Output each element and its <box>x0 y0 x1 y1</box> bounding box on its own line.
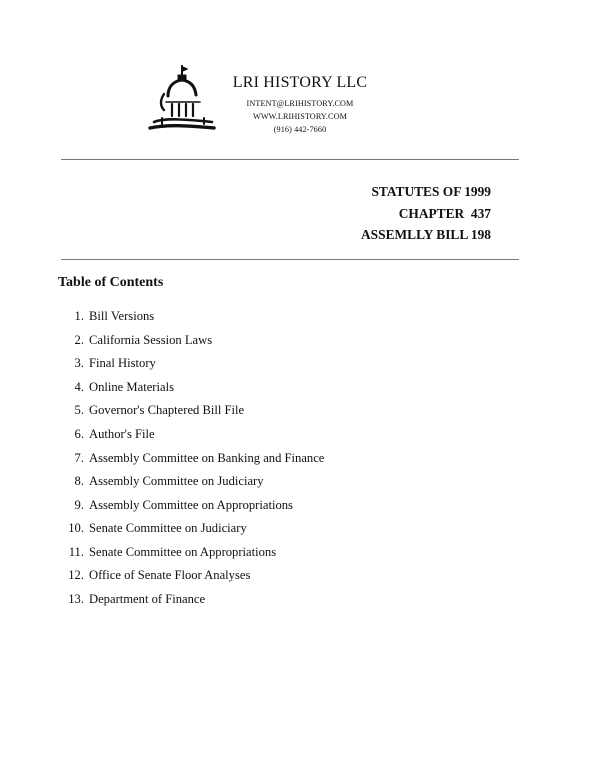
toc-list <box>58 305 324 611</box>
toc-item-number: 10. <box>68 521 84 536</box>
toc-item-label: California Session Laws <box>89 332 213 347</box>
toc-item-label: Final History <box>89 356 156 371</box>
toc-item <box>58 399 324 423</box>
toc-item <box>58 352 324 376</box>
capitol-dome-icon <box>144 62 216 140</box>
company-website: WWW.LRIHISTORY.COM <box>253 111 347 121</box>
toc-item <box>58 423 324 447</box>
toc-item <box>58 446 324 470</box>
toc-item-number: 7. <box>74 450 84 465</box>
company-email: INTENT@LRIHISTORY.COM <box>246 99 354 108</box>
toc-item-number: 11. <box>68 544 84 559</box>
statute-year: STATUTES OF 1999 <box>371 184 491 199</box>
toc-item-number: 1. <box>74 309 84 324</box>
toc-item-number: 13. <box>68 591 84 606</box>
toc-title: Table of Contents <box>58 275 164 290</box>
statute-block <box>361 181 491 246</box>
toc-item-number: 9. <box>74 497 84 512</box>
toc-item <box>58 564 324 588</box>
toc-item-label: Assembly Committee on Banking and Finance <box>89 450 325 465</box>
divider-top <box>61 159 519 160</box>
company-block <box>220 74 380 136</box>
toc-item <box>58 517 324 541</box>
toc-item-label: Assembly Committee on Appropriations <box>89 497 293 512</box>
toc-item <box>58 493 324 517</box>
toc-item <box>58 470 324 494</box>
toc-item-number: 3. <box>74 356 84 371</box>
company-phone: (916) 442-7660 <box>273 124 327 134</box>
toc-item-label: Office of Senate Floor Analyses <box>89 568 251 583</box>
toc-item <box>58 376 324 400</box>
toc-item-label: Online Materials <box>89 379 174 394</box>
toc-item-number: 12. <box>68 568 84 583</box>
toc-item-number: 2. <box>74 332 84 347</box>
toc-item-number: 6. <box>74 427 84 441</box>
toc-item-label: Governor's Chaptered Bill File <box>89 403 245 418</box>
toc-item <box>58 540 324 564</box>
toc-item <box>58 329 324 353</box>
statute-bill: ASSEMLLY BILL 198 <box>361 227 491 242</box>
toc-item <box>58 305 324 329</box>
toc-item-label: Author's File <box>89 427 155 441</box>
toc-item-label: Department of Finance <box>89 591 206 606</box>
toc-item-label: Assembly Committee on Judiciary <box>89 474 264 489</box>
statute-chapter: CHAPTER 437 <box>398 205 491 221</box>
toc-item-label: Bill Versions <box>89 309 155 324</box>
toc-item-label: Senate Committee on Appropriations <box>89 544 277 559</box>
toc-item-number: 8. <box>74 474 84 489</box>
company-name: LRI HISTORY LLC <box>232 74 368 91</box>
toc-item-number: 4. <box>74 379 84 394</box>
divider-bottom <box>61 259 519 260</box>
toc-item-label: Senate Committee on Judiciary <box>89 521 247 536</box>
toc-item <box>58 588 324 612</box>
toc-item-number: 5. <box>74 403 84 418</box>
